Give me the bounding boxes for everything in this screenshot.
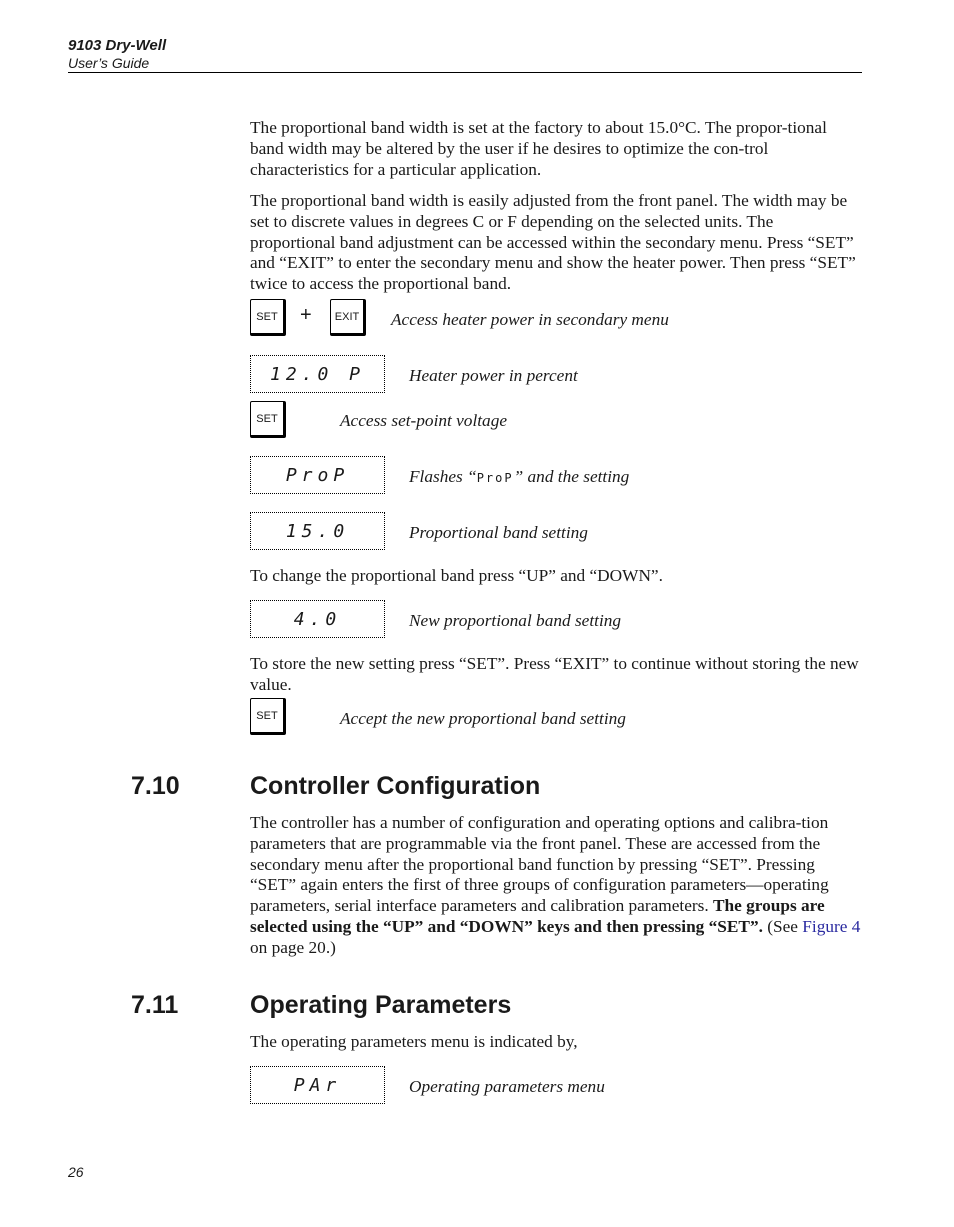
prop-caption — [409, 466, 629, 489]
section-7-10-body-bold: The groups are selected using the “UP” and “DOWN” keys and then pressing “SET”. — [250, 896, 825, 936]
set-key-icon: SET — [250, 401, 286, 438]
heater-power-display — [250, 355, 385, 393]
access-heater-caption: Access heater power in secondary menu — [391, 310, 669, 329]
set-key-icon: SET — [250, 698, 286, 735]
section-7-10-title: Controller Configuration — [250, 772, 541, 800]
header-title: 9103 Dry-Well — [68, 37, 167, 54]
intro-paragraph-2: The proportional band width is easily adjusted from the front panel. The width may be set to discrete values in degrees C or F depending on the selected units. The proportional band adjustment can be accessed within the secondary menu. Press “SET” and “EXIT” to enter the secondary menu and show the heater power. Then press “SET” twice to access the proportional band. — [250, 191, 856, 294]
new-band-caption: New proportional band setting — [409, 611, 622, 630]
par-display — [250, 1066, 385, 1104]
section-7-10-body-end: on page 20.) — [250, 937, 336, 957]
set-key-icon: SET — [250, 299, 286, 336]
band-setting-display-text: 15.0 — [285, 520, 350, 542]
plus-sign: + — [300, 304, 312, 326]
intro-paragraph-1: The proportional band width is set at the factory to about 15.0°C. The propor-tional band width may be altered by the user if he desires to optimize the con-trol characteristics for a particular application. — [250, 118, 827, 179]
header-subtitle: User’s Guide — [68, 55, 150, 71]
exit-key-icon: EXIT — [330, 299, 366, 336]
figure-4-link[interactable]: Figure 4 — [802, 916, 861, 936]
section-7-11-number: 7.11 — [131, 991, 179, 1019]
page-number: 26 — [68, 1164, 84, 1180]
prop-display — [250, 456, 385, 494]
band-setting-display — [250, 512, 385, 550]
new-band-display — [250, 600, 385, 638]
prop-caption-code: PrоP — [476, 471, 514, 485]
change-instruction: To change the proportional band press “UP” and “DOWN”. — [250, 566, 663, 585]
section-7-11-body: The operating parameters menu is indicated by, — [250, 1032, 578, 1051]
section-7-11-title: Operating Parameters — [250, 991, 512, 1019]
store-instruction: To store the new setting press “SET”. Press “EXIT” to continue without storing the new value. — [250, 654, 859, 694]
band-setting-caption: Proportional band setting — [409, 523, 588, 542]
header-rule — [68, 72, 862, 73]
accept-caption: Accept the new proportional band setting — [340, 709, 626, 728]
section-7-10-body — [250, 813, 862, 959]
heater-power-display-text: 12.0 P — [269, 363, 366, 385]
prop-caption-post: ” and the setting — [513, 467, 630, 486]
section-7-10-body-see: (See — [762, 916, 803, 936]
par-display-text: PAr — [293, 1074, 342, 1096]
section-7-10-body-start: The controller has a number of configuration and operating options and calibra-tion parameters that are programmable via the front panel. These are accessed from the secondary menu after the proportional band function by pressing “SET”. Pressing “SET” again enters the first of three groups of configuration parameters—operating parameters, serial interface parameters and calibration parameters. — [250, 813, 829, 916]
prop-display-text: PrоP — [285, 464, 350, 486]
new-band-display-text: 4.0 — [293, 608, 342, 630]
access-setpoint-caption: Access set-point voltage — [340, 411, 507, 430]
section-7-10-number: 7.10 — [131, 772, 180, 800]
par-caption: Operating parameters menu — [409, 1077, 605, 1096]
prop-caption-pre: Flashes “ — [409, 467, 477, 486]
heater-power-caption: Heater power in percent — [409, 366, 578, 385]
